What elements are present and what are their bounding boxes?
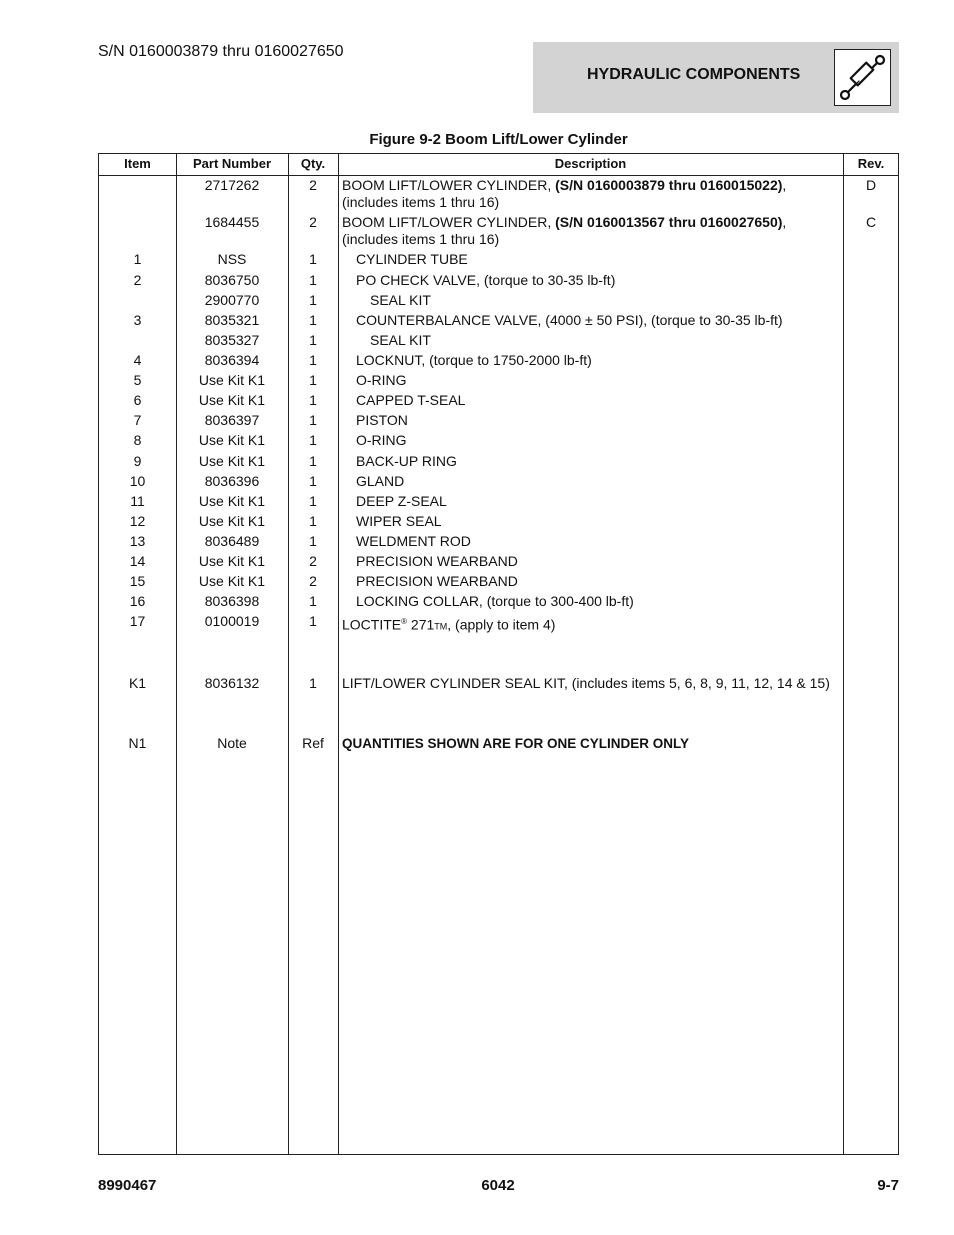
description-cell: LOCTITE® 271TM, (apply to item 4) <box>342 616 556 633</box>
description-cell: LOCKING COLLAR, (torque to 300-400 lb-ft) <box>356 593 634 609</box>
description-cell: PRECISION WEARBAND <box>356 573 518 589</box>
description-cell: COUNTERBALANCE VALVE, (4000 ± 50 PSI), (torque to 30-35 lb-ft) <box>356 312 783 328</box>
qty-cell: 1 <box>309 432 317 448</box>
description-cell: CAPPED T-SEAL <box>356 392 466 408</box>
qty-cell: 1 <box>309 332 317 348</box>
description-cell: SEAL KIT <box>370 332 431 348</box>
qty-cell: 1 <box>309 453 317 469</box>
description-cell: BOOM LIFT/LOWER CYLINDER, (S/N 0160013567 thru 0160027650), (includes items 1 thru 16) <box>342 214 787 247</box>
qty-cell: 1 <box>309 593 317 609</box>
qty-cell: Ref <box>302 735 324 751</box>
column-header-description: Description <box>554 156 627 171</box>
hydraulic-cylinder-icon <box>834 49 891 106</box>
item-cell: 7 <box>133 412 142 428</box>
qty-cell: 1 <box>309 312 317 328</box>
column-header-qty: Qty. <box>300 156 326 171</box>
item-cell: 11 <box>130 493 145 509</box>
column-header-item: Item <box>124 156 151 171</box>
qty-cell: 1 <box>309 272 317 288</box>
part-number-cell: Use Kit K1 <box>198 392 266 408</box>
description-cell: LOCKNUT, (torque to 1750-2000 lb-ft) <box>356 352 592 368</box>
qty-cell: 1 <box>309 412 317 428</box>
qty-cell: 2 <box>309 573 317 589</box>
part-number-cell: 8035327 <box>204 332 260 348</box>
item-cell: 14 <box>129 553 146 569</box>
part-number-cell: Use Kit K1 <box>198 432 266 448</box>
part-number-cell: 8036394 <box>204 352 260 368</box>
part-number-cell: 2900770 <box>204 292 260 308</box>
description-cell: PRECISION WEARBAND <box>356 553 518 569</box>
page-number: 9-7 <box>877 1177 899 1194</box>
item-cell: 3 <box>133 312 142 328</box>
column-header-rev: Rev. <box>857 156 885 171</box>
qty-cell: 1 <box>309 513 317 529</box>
qty-cell: 1 <box>309 533 317 549</box>
qty-cell: 1 <box>309 372 317 388</box>
section-header <box>533 42 899 113</box>
description-cell: WIPER SEAL <box>356 513 442 529</box>
figure-title: Figure 9-2 Boom Lift/Lower Cylinder <box>369 131 628 148</box>
item-cell: 2 <box>133 272 142 288</box>
item-cell: K1 <box>128 675 147 691</box>
model-number: 6042 <box>481 1177 515 1194</box>
item-cell: 13 <box>129 533 146 549</box>
qty-cell: 2 <box>309 214 317 230</box>
description-cell: QUANTITIES SHOWN ARE FOR ONE CYLINDER ONLY <box>342 736 690 751</box>
item-cell: 16 <box>129 593 146 609</box>
item-cell: 15 <box>129 573 146 589</box>
part-number-cell: 8036398 <box>204 593 260 609</box>
column-header-part-number: Part Number <box>192 156 272 171</box>
part-number-cell: 8036132 <box>204 675 260 691</box>
qty-cell: 1 <box>309 493 317 509</box>
rev-cell: D <box>865 177 877 193</box>
rev-cell: C <box>865 214 877 230</box>
section-title: HYDRAULIC COMPONENTS <box>587 66 801 83</box>
item-cell: N1 <box>128 735 147 751</box>
part-number-cell: 8036489 <box>204 533 260 549</box>
part-number-cell: NSS <box>217 251 247 267</box>
item-cell: 17 <box>129 613 146 629</box>
part-number-cell: 1684455 <box>204 214 260 230</box>
qty-cell: 1 <box>309 675 317 691</box>
description-cell: DEEP Z-SEAL <box>356 493 447 509</box>
description-cell: O-RING <box>356 372 407 388</box>
qty-cell: 1 <box>309 352 317 368</box>
parts-table <box>98 153 899 1155</box>
part-number-cell: 8036397 <box>204 412 260 428</box>
part-number-cell: 8035321 <box>204 312 260 328</box>
qty-cell: 2 <box>309 553 317 569</box>
description-cell: GLAND <box>356 473 405 489</box>
item-cell: 8 <box>133 432 142 448</box>
part-number-cell: Use Kit K1 <box>198 513 266 529</box>
item-cell: 12 <box>129 513 146 529</box>
part-number-cell: 2717262 <box>204 177 260 193</box>
part-number-cell: 8036750 <box>204 272 260 288</box>
document-number: 8990467 <box>98 1177 157 1194</box>
part-number-cell: 0100019 <box>204 613 260 629</box>
description-cell: PISTON <box>356 412 408 428</box>
item-cell: 5 <box>133 372 142 388</box>
description-cell: SEAL KIT <box>370 292 431 308</box>
description-cell: WELDMENT ROD <box>356 533 471 549</box>
item-cell: 6 <box>133 392 142 408</box>
qty-cell: 2 <box>309 177 317 193</box>
serial-range: S/N 0160003879 thru 0160027650 <box>98 43 344 60</box>
qty-cell: 1 <box>309 473 317 489</box>
part-number-cell: Note <box>217 735 247 751</box>
description-cell: LIFT/LOWER CYLINDER SEAL KIT, (includes items 5, 6, 8, 9, 11, 12, 14 & 15) <box>342 675 830 691</box>
qty-cell: 1 <box>309 392 317 408</box>
description-cell: BACK-UP RING <box>356 453 457 469</box>
description-cell: O-RING <box>356 432 407 448</box>
item-cell: 1 <box>133 251 142 267</box>
item-cell: 4 <box>133 352 142 368</box>
description-cell: CYLINDER TUBE <box>356 251 468 267</box>
part-number-cell: Use Kit K1 <box>198 372 266 388</box>
qty-cell: 1 <box>309 613 317 629</box>
part-number-cell: Use Kit K1 <box>198 553 266 569</box>
part-number-cell: Use Kit K1 <box>198 453 266 469</box>
description-cell: PO CHECK VALVE, (torque to 30-35 lb-ft) <box>356 272 616 288</box>
part-number-cell: 8036396 <box>204 473 260 489</box>
item-cell: 9 <box>133 453 142 469</box>
part-number-cell: Use Kit K1 <box>198 493 266 509</box>
qty-cell: 1 <box>309 292 317 308</box>
qty-cell: 1 <box>309 251 317 267</box>
item-cell: 10 <box>129 473 146 489</box>
part-number-cell: Use Kit K1 <box>198 573 266 589</box>
description-cell: BOOM LIFT/LOWER CYLINDER, (S/N 0160003879 thru 0160015022), (includes items 1 thru 16) <box>342 177 787 210</box>
